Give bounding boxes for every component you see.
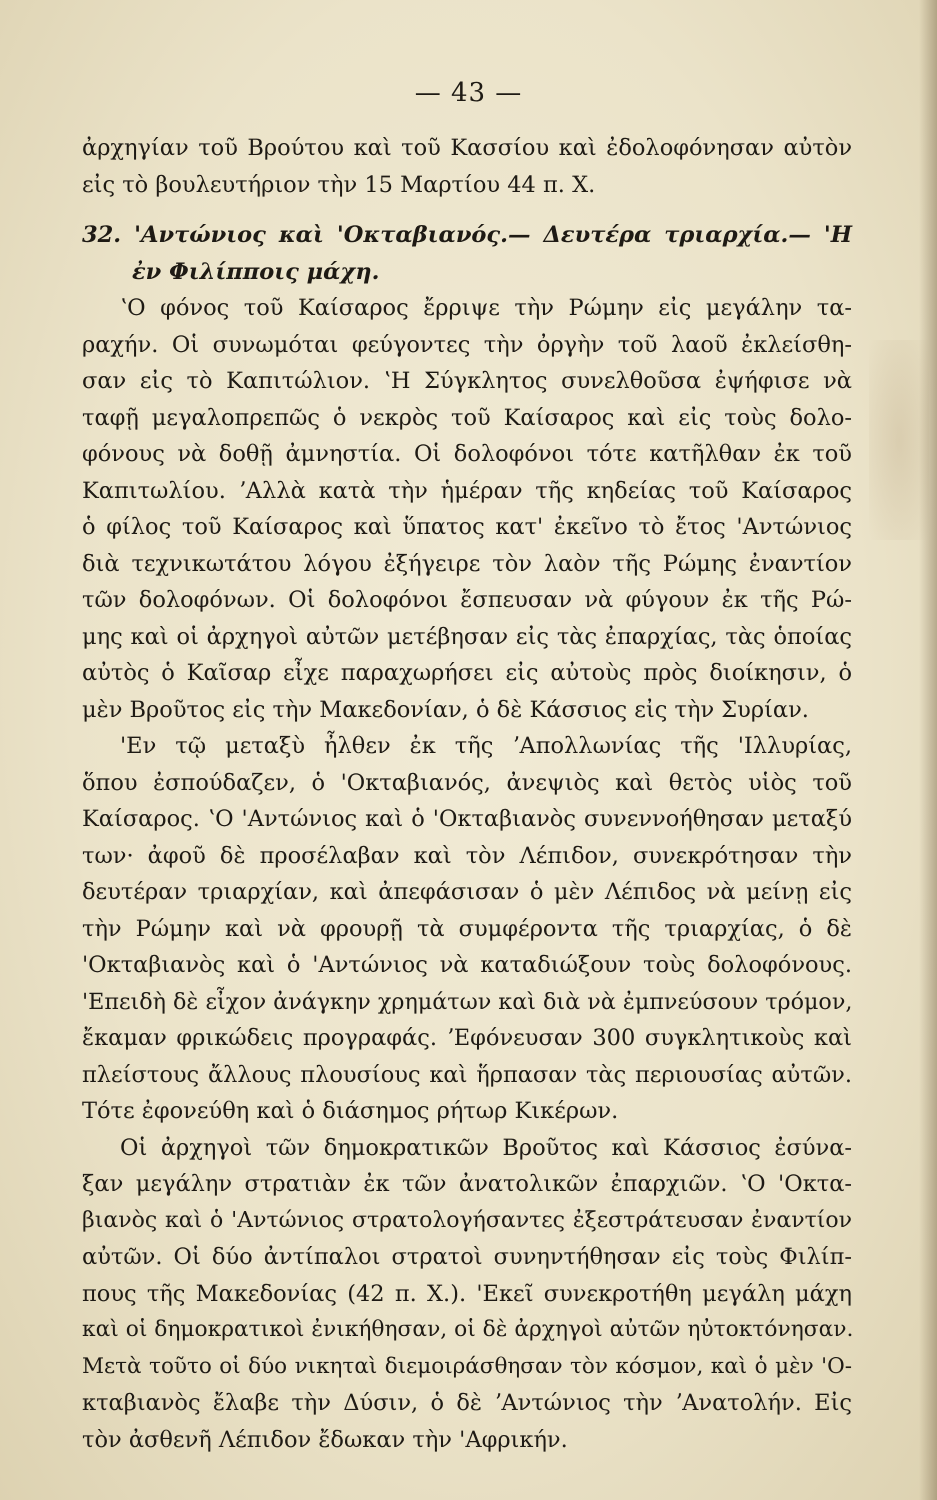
- text-line: ʽΟ φόνος τοῦ Καίσαρος ἔρριψε τὴν Ρώμην εἰς μεγάλην τα-: [120, 295, 852, 321]
- text-line: δευτέραν τριαρχίαν, καὶ ἀπεφάσισαν ὁ μὲν Λέπιδος νὰ μείνῃ εἰς: [82, 879, 852, 905]
- text-line: καὶ οἱ δημοκρατικοὶ ἐνικήθησαν, οἱ δὲ ἀρχηγοὶ αὐτῶν ηὐτοκτόνησαν.: [82, 1317, 854, 1342]
- text-line: αὐτῶν. Οἱ δύο ἀντίπαλοι στρατοὶ συνηντήθησαν εἰς τοὺς Φιλίπ-: [82, 1244, 852, 1270]
- page-edge-shadow: [919, 0, 937, 1500]
- text-line: Καπιτωλίου. ʼΑλλὰ κατὰ τὴν ἡμέραν τῆς κηδείας τοῦ Καίσαρος: [82, 477, 852, 504]
- text-line: φόνους νὰ δοθῇ ἀμνηστία. Οἱ δολοφόνοι τότε κατῆλθαν ἐκ τοῦ: [82, 441, 852, 467]
- text-line: εἰς τὸ βουλευτήριον τὴν 15 Μαρτίου 44 π. Χ.: [82, 171, 596, 198]
- text-line: μης καὶ οἱ ἀρχηγοὶ αὐτῶν μετέβησαν εἰς τὰς ἐπαρχίας, τὰς ὁποίας: [82, 623, 852, 650]
- text-line: κταβιανὸς ἔλαβε τὴν Δύσιν, ὁ δὲ ʼΑντώνιος τὴν ʼΑνατολήν. Εἰς: [82, 1390, 852, 1416]
- text-line: Μετὰ τοῦτο οἱ δύο νικηταὶ διεμοιράσθησαν τὸν κόσμον, καὶ ὁ μὲν 'Ο-: [82, 1353, 852, 1379]
- text-line: βιανὸς καὶ ὁ 'Αντώνιος στρατολογήσαντες ἐξεστράτευσαν ἐναντίον: [82, 1207, 852, 1233]
- text-line: ὁ φίλος τοῦ Καίσαρος καὶ ὕπατος κατ' ἐκεῖνο τὸ ἔτος 'Αντώνιος: [82, 514, 852, 540]
- text-line: των· ἀφοῦ δὲ προσέλαβαν καὶ τὸν Λέπιδον, συνεκρότησαν τὴν: [82, 842, 852, 869]
- text-line: ὅπου ἐσπούδαζεν, ὁ 'Οκταβιανός, ἀνεψιὸς καὶ θετὸς υἱὸς τοῦ: [82, 769, 852, 796]
- paper-stain: [869, 340, 929, 540]
- spacer: [82, 203, 852, 217]
- text-line: τὴν Ρώμην καὶ νὰ φρουρῇ τὰ συμφέροντα τῆς τριαρχίας, ὁ δὲ: [82, 915, 852, 942]
- text-line: ραχήν. Οἱ συνωμόται φεύγοντες τὴν ὀργὴν τοῦ λαοῦ ἐκλείσθη-: [82, 331, 852, 358]
- text-line: 'Εν τῷ μεταξὺ ἦλθεν ἐκ τῆς ʼΑπολλωνίας τῆς 'Ιλλυρίας,: [120, 733, 852, 759]
- page-text: [82, 130, 852, 1458]
- paragraph-1: [82, 290, 852, 728]
- text-line: Τότε ἐφονεύθη καὶ ὁ διάσημος ρήτωρ Κικέρων.: [82, 1098, 619, 1124]
- text-line: αὐτὸς ὁ Καῖσαρ εἶχε παραχωρήσει εἰς αὐτοὺς πρὸς διοίκησιν, ὁ: [82, 660, 852, 686]
- text-line: διὰ τεχνικωτάτου λόγου ἐξήγειρε τὸν λαὸν τῆς Ρώμης ἐναντίον: [82, 550, 852, 577]
- text-line: 'Οκταβιανὸς καὶ ὁ 'Αντώνιος νὰ καταδιώξουν τοὺς δολοφόνους.: [82, 952, 852, 978]
- paragraph-3: [82, 1130, 852, 1459]
- page-number: — 43 —: [414, 78, 523, 108]
- text-line: 'Επειδὴ δὲ εἶχον ἀνάγκην χρημάτων καὶ διὰ νὰ ἐμπνεύσουν τρόμον,: [82, 988, 853, 1015]
- section-heading: 32. 'Αντώνιος καὶ 'Οκταβιανός.— Δευτέρα τριαρχία.— 'Η: [82, 222, 852, 248]
- text-line: ἔκαμαν φρικώδεις προγραφάς. ʼΕφόνευσαν 300 συγκλητικοὺς καὶ: [82, 1025, 852, 1051]
- paragraph-2: [82, 728, 852, 1130]
- text-line: ἀρχηγίαν τοῦ Βρούτου καὶ τοῦ Κασσίου καὶ ἐδολοφόνησαν αὐτὸν: [82, 135, 852, 161]
- text-line: ξαν μεγάλην στρατιὰν ἐκ τῶν ἀνατολικῶν ἐπαρχιῶν. ʽΟ 'Οκτα-: [82, 1171, 852, 1197]
- text-line: μὲν Βροῦτος εἰς τὴν Μακεδονίαν, ὁ δὲ Κάσσιος εἰς τὴν Συρίαν.: [82, 696, 809, 723]
- section-heading-continued: ἐν Φιλίπποις μάχη.: [132, 258, 380, 285]
- text-line: Καίσαρος. ʽΟ 'Αντώνιος καὶ ὁ 'Οκταβιανὸς συνεννοήθησαν μεταξύ: [82, 806, 852, 832]
- text-line: σαν εἰς τὸ Καπιτώλιον. ʽΗ Σύγκλητος συνελθοῦσα ἐψήφισε νὰ: [82, 368, 852, 394]
- text-line: ταφῇ μεγαλοπρεπῶς ὁ νεκρὸς τοῦ Καίσαρος καὶ εἰς τοὺς δολο-: [82, 404, 852, 431]
- text-line: Οἱ ἀρχηγοὶ τῶν δημοκρατικῶν Βροῦτος καὶ Κάσσιος ἐσύνα-: [120, 1134, 852, 1161]
- text-line: τῶν δολοφόνων. Οἱ δολοφόνοι ἔσπευσαν νὰ φύγουν ἐκ τῆς Ρώ-: [82, 587, 852, 613]
- text-line: τὸν ἀσθενῆ Λέπιδον ἔδωκαν τὴν 'Αφρικήν.: [82, 1426, 568, 1453]
- text-line: πους τῆς Μακεδονίας (42 π. Χ.). 'Εκεῖ συνεκροτήθη μεγάλη μάχη: [82, 1280, 852, 1307]
- text-line: πλείστους ἄλλους πλουσίους καὶ ἥρπασαν τὰς περιουσίας αὐτῶν.: [82, 1061, 852, 1088]
